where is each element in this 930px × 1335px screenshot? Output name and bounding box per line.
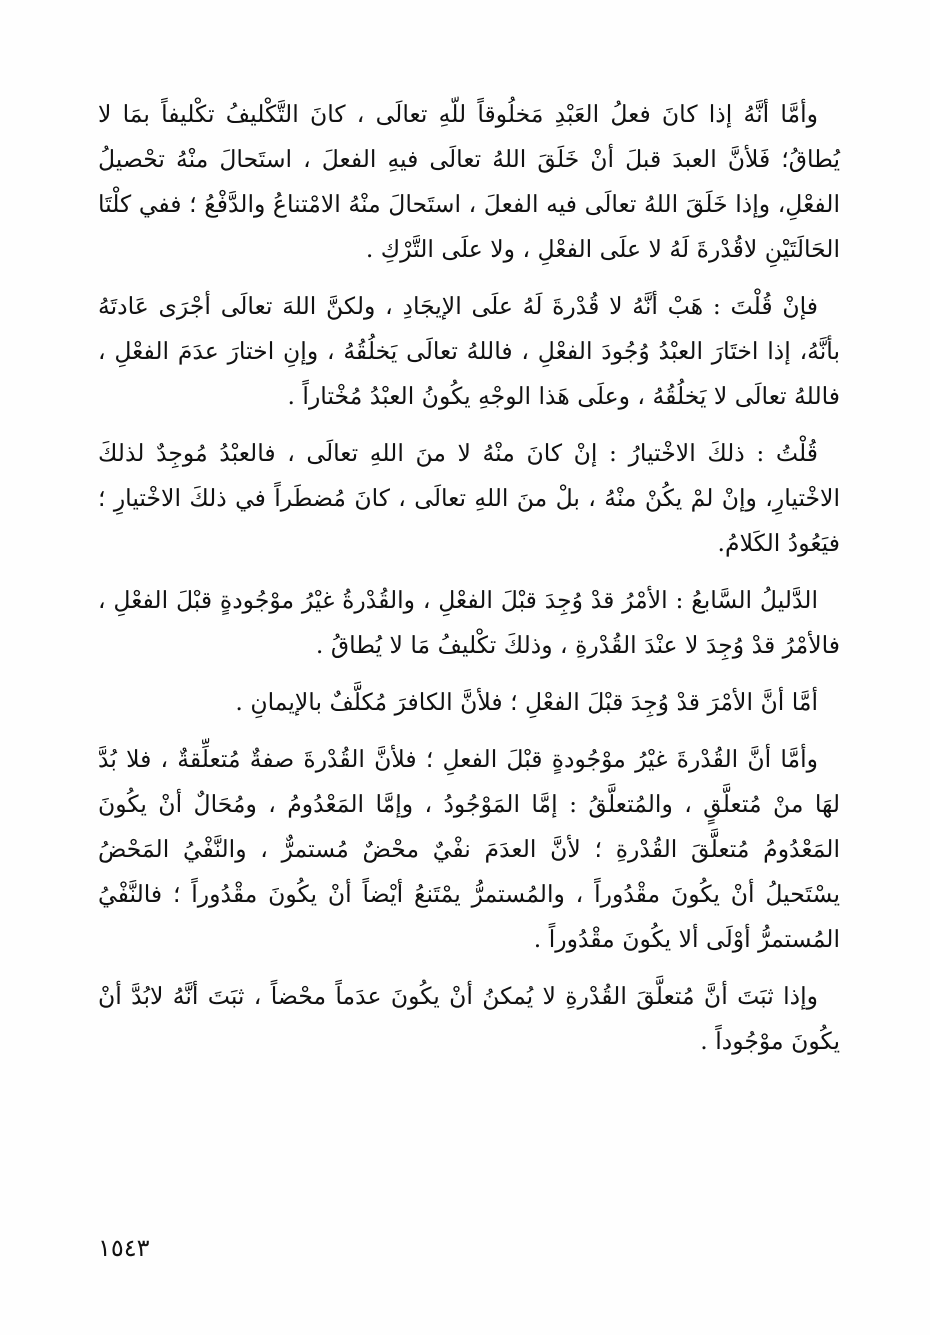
paragraph: أمَّا أنَّ الأمْرَ قدْ وُجِدَ قبْلَ الفعْلِ ؛ فلأنَّ الكافرَ مُكلَّفٌ بالإيمانِ . <box>235 688 818 716</box>
paragraph: قُلْتُ : ذلكَ الاخْتيارُ : إنْ كانَ منْهُ لا منَ اللهِ تعالَى ، فالعبْدُ مُوجِدٌ لذلكَ الاخْتيارِ، وإنْ لمْ يكُنْ منْهُ ، بلْ منَ اللهِ تعالَى ، كانَ مُضطَراً في ذلكَ الاخْتيارِ ؛ فيَعُودُ الكَلامُ. <box>98 439 840 557</box>
paragraph: الدَّليلُ السَّابعُ : الأمْرُ قدْ وُجِدَ قبْلَ الفعْلِ ، والقُدْرةُ غيْرُ موْجُودةٍ قبْلَ الفعْلِ ، فالأمْرُ قدْ وُجِدَ لا عنْدَ القُدْرةِ ، وذلكَ تكْليفُ مَا لا يُطاقُ . <box>98 586 840 659</box>
page-number: ١٥٤٣ <box>98 1234 150 1262</box>
paragraph: وأمَّا أنَّهُ إذا كانَ فعلُ العَبْدِ مَخلُوقاً للّهِ تعالَى ، كانَ التَّكْليفُ تكْليفاً بمَا لا يُطاقُ؛ فَلأنَّ العبدَ قبلَ أنْ خَلَقَ اللهُ تعالَى فيهِ الفعلَ ، استَحالَ منْهُ تحْصيلُ الفعْلِ، وإذا خَلَقَ اللهُ تعالَى فيه الفعلَ ، استَحالَ منْهُ الامْتناعُ والدَّفْعُ ؛ ففي كلْتَا الحَالَتَيْنِ لاقُدْرةَ لَهُ لا علَى الفعْلِ ، ولا علَى التَّرْكِ . <box>98 100 840 263</box>
paragraph: وإذا ثبَتَ أنَّ مُتعلَّقَ القُدْرةِ لا يُمكنُ أنْ يكُونَ عدَماً محْضاً ، ثبَتَ أنَّهُ لابُدَّ أنْ يكُونَ موْجُوداً . <box>98 982 840 1055</box>
body-text <box>98 92 840 1076</box>
paragraph: فإنْ قُلْتَ : هَبْ أنَّهُ لا قُدْرةَ لَهُ علَى الإيجَادِ ، ولكنَّ اللهَ تعالَى أجْرَى عَادتَهُ بأنَّهُ، إذا اختَارَ العبْدُ وُجُودَ الفعْلِ ، فاللهُ تعالَى يَخلُقُهُ ، وإنِ اختارَ عدَمَ الفعْلِ ، فاللهُ تعالَى لا يَخلُقُهُ ، وعلَى هَذا الوجْهِ يكُونُ العبْدُ مُخْتاراً . <box>98 292 840 410</box>
paragraph: وأمَّا أنَّ القُدْرةَ غيْرُ موْجُودةٍ قبْلَ الفعلِ ؛ فلأنَّ القُدْرةَ صفةٌ مُتعلِّقةٌ ، فلا بُدَّ لهَا منْ مُتعلَّقٍ ، والمُتعلَّقُ : إمَّا المَوْجُودُ ، وإمَّا المَعْدُومُ ، ومُحَالٌ أنْ يكُونَ المَعْدُومُ مُتعلَّقَ القُدْرةِ ؛ لأنَّ العدَمَ نفْيٌ محْضٌ مُستمرٌّ ، والنَّفْيُ المَحْضُ يسْتَحيلُ أنْ يكُونَ مقْدُوراً ، والمُستمرُّ يمْتَنعُ أيْضاً أنْ يكُونَ مقْدُوراً ؛ فالنَّفْيُ المُستمرُّ أوْلَى ألا يكُونَ مقْدُوراً . <box>98 745 840 953</box>
